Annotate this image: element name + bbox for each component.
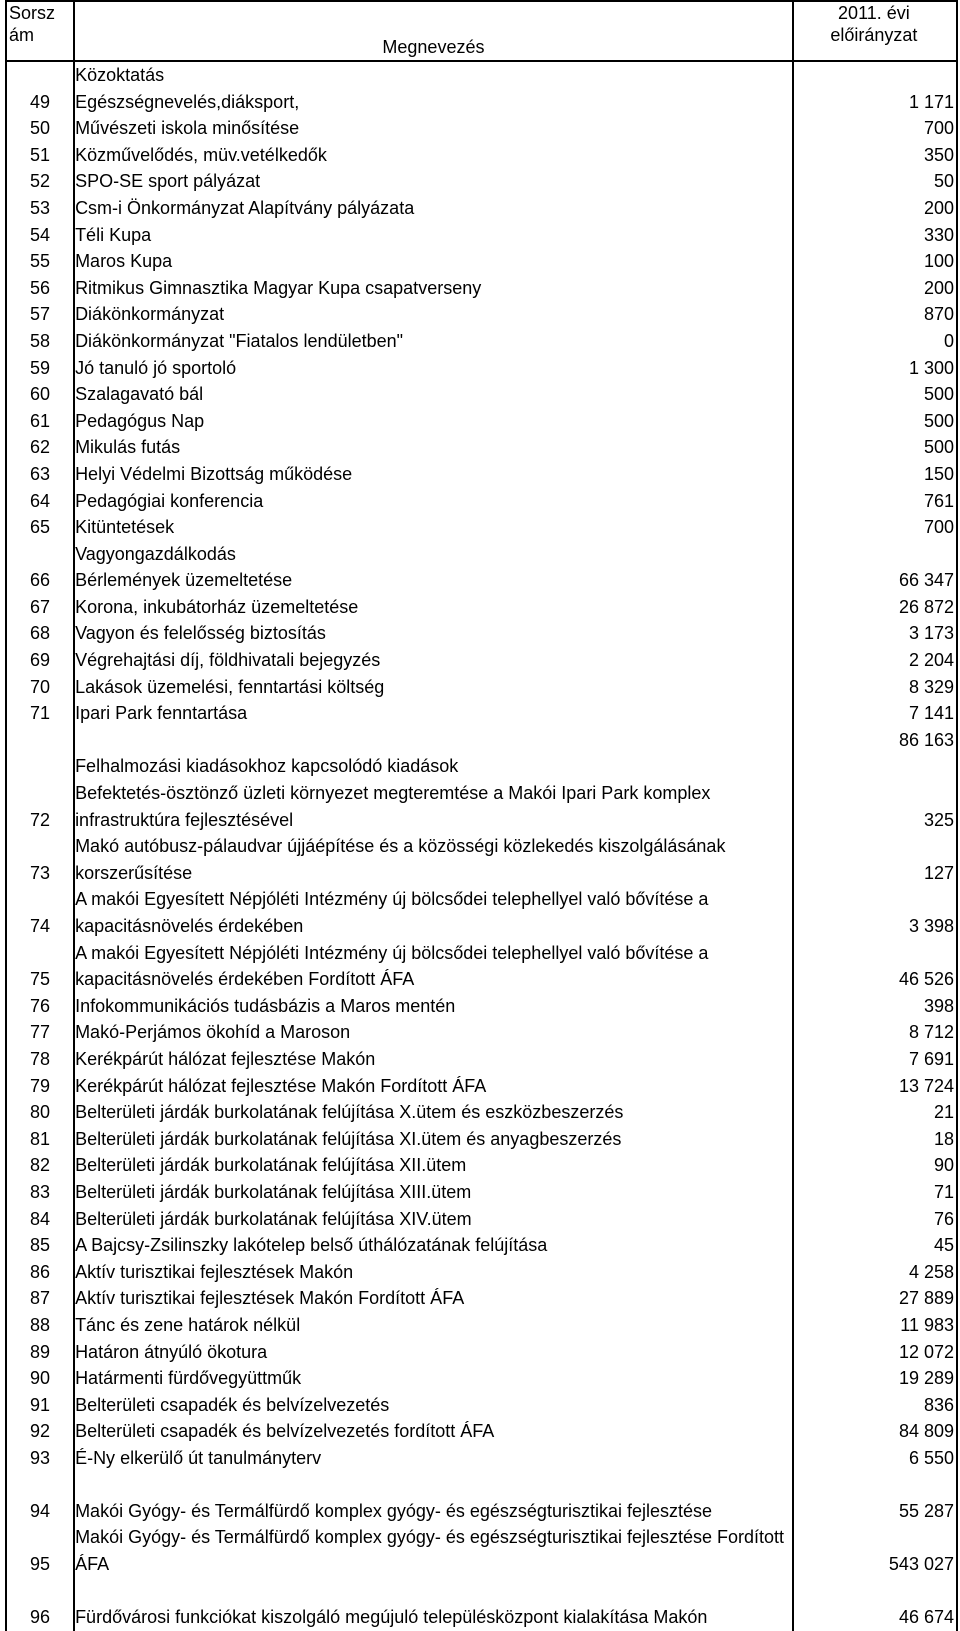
table-row [6,1578,957,1631]
table-row [6,195,957,222]
row-number: 62 [6,434,74,461]
row-name: A makói Egyesített Népjóléti Intézmény új bölcsődei telephellyel való bővítése a kapacitásnövelés érdekében [74,886,793,939]
row-name: Infokommunikációs tudásbázis a Maros mentén [74,993,793,1020]
row-name: A Bajcsy-Zsilinszky lakótelep belső úthálózatának felújítása [74,1232,793,1259]
row-amount: 398 [793,993,957,1020]
row-amount: 836 [793,1392,957,1419]
row-name: Pedagógiai konferencia [74,488,793,515]
row-number: 67 [6,594,74,621]
row-name: Diákönkormányzat [74,301,793,328]
row-amount: 6 550 [793,1445,957,1472]
row-amount: 100 [793,248,957,275]
row-number: 61 [6,408,74,435]
row-name: Belterületi járdák burkolatának felújítása XIII.ütem [74,1179,793,1206]
row-amount: 76 [793,1206,957,1233]
table-row [6,1445,957,1472]
row-number: 93 [6,1445,74,1472]
row-name: Belterületi járdák burkolatának felújítása XIV.ütem [74,1206,793,1233]
row-number: 89 [6,1339,74,1366]
row-number: 58 [6,328,74,355]
row-number: 95 [6,1524,74,1577]
row-name: Pedagógus Nap [74,408,793,435]
row-number: 85 [6,1232,74,1259]
row-number: 86 [6,1259,74,1286]
row-name: Kitüntetések [74,514,793,541]
header-amount-line2: előirányzat [830,25,918,45]
table-row [6,833,957,886]
row-number: 63 [6,461,74,488]
row-number: 54 [6,222,74,249]
row-amount: 325 [793,780,957,833]
row-number: 66 [6,567,74,594]
section-title: Vagyongazdálkodás [74,541,793,568]
section-title: Felhalmozási kiadásokhoz kapcsolódó kiadások [74,753,793,780]
row-name: Végrehajtási díj, földhivatali bejegyzés [74,647,793,674]
row-name: Kerékpárút hálózat fejlesztése Makón Fordított ÁFA [74,1073,793,1100]
row-name: SPO-SE sport pályázat [74,168,793,195]
row-name: Belterületi csapadék és belvízelvezetés fordított ÁFA [74,1418,793,1445]
row-number: 56 [6,275,74,302]
row-name: Makó-Perjámos ökohíd a Maroson [74,1019,793,1046]
table-row [6,940,957,993]
row-amount: 45 [793,1232,957,1259]
row-name: Közművelődés, müv.vetélkedők [74,142,793,169]
row-number: 51 [6,142,74,169]
row-amount: 71 [793,1179,957,1206]
row-number: 49 [6,89,74,116]
table-row [6,620,957,647]
row-number [6,753,74,780]
row-number: 73 [6,833,74,886]
row-name: Csm-i Önkormányzat Alapítvány pályázata [74,195,793,222]
row-amount: 50 [793,168,957,195]
row-amount: 55 287 [793,1471,957,1524]
table-row [6,168,957,195]
table-row [6,488,957,515]
table-row [6,993,957,1020]
table-row [6,1126,957,1153]
table-row [6,886,957,939]
table-row [6,275,957,302]
table-row [6,1339,957,1366]
subtotal-amount: 86 163 [793,727,957,754]
table-row [6,1152,957,1179]
table-row [6,1046,957,1073]
table-row [6,142,957,169]
table-row [6,301,957,328]
row-amount: 1 300 [793,355,957,382]
row-number: 88 [6,1312,74,1339]
row-amount: 12 072 [793,1339,957,1366]
row-number: 60 [6,381,74,408]
row-name: Befektetés-ösztönző üzleti környezet megteremtése a Makói Ipari Park komplex infrastruktúra fejlesztésével [74,780,793,833]
table-row [6,780,957,833]
row-name: Tánc és zene határok nélkül [74,1312,793,1339]
row-name: Művészeti iskola minősítése [74,115,793,142]
row-amount: 7 141 [793,700,957,727]
row-name: Belterületi járdák burkolatának felújítása X.ütem és eszközbeszerzés [74,1099,793,1126]
row-number: 68 [6,620,74,647]
row-number [6,61,74,89]
row-number: 65 [6,514,74,541]
row-amount: 150 [793,461,957,488]
row-amount: 127 [793,833,957,886]
header-amount-line1: 2011. évi [838,3,910,23]
row-amount: 26 872 [793,594,957,621]
row-name: A makói Egyesített Népjóléti Intézmény új bölcsődei telephellyel való bővítése a kapacitásnövelés érdekében Fordított ÁFA [74,940,793,993]
row-name: Mikulás futás [74,434,793,461]
row-amount: 870 [793,301,957,328]
row-number: 69 [6,647,74,674]
row-number: 77 [6,1019,74,1046]
row-number: 80 [6,1099,74,1126]
header-amount [793,1,957,61]
row-amount: 90 [793,1152,957,1179]
budget-table [5,0,958,1631]
row-amount: 18 [793,1126,957,1153]
row-amount: 761 [793,488,957,515]
row-number: 83 [6,1179,74,1206]
row-name: Makó autóbusz-pálaudvar újjáépítése és a közösségi közlekedés kiszolgálásának korszerűsítése [74,833,793,886]
row-amount: 0 [793,328,957,355]
section-row [6,753,957,780]
row-number: 57 [6,301,74,328]
table-row [6,567,957,594]
table-row [6,1285,957,1312]
table-row [6,1206,957,1233]
table-row [6,328,957,355]
table-row [6,381,957,408]
row-amount: 700 [793,115,957,142]
row-number: 72 [6,780,74,833]
row-amount: 66 347 [793,567,957,594]
row-amount: 27 889 [793,1285,957,1312]
row-amount: 2 204 [793,647,957,674]
table-row [6,89,957,116]
row-name: Ipari Park fenntartása [74,700,793,727]
row-number: 70 [6,674,74,701]
table-row [6,355,957,382]
row-name: Aktív turisztikai fejlesztések Makón [74,1259,793,1286]
row-number: 53 [6,195,74,222]
table-row [6,1073,957,1100]
row-number: 96 [6,1578,74,1631]
table-row [6,115,957,142]
header-name: Megnevezés [74,1,793,61]
row-amount: 350 [793,142,957,169]
row-amount: 500 [793,381,957,408]
table-row [6,434,957,461]
row-number: 79 [6,1073,74,1100]
row-number [6,727,74,754]
row-amount [793,753,957,780]
row-amount: 3 398 [793,886,957,939]
header-number-line1: Sorsz [9,3,56,23]
row-name: Makói Gyógy- és Termálfürdő komplex gyógy- és egészségturisztikai fejlesztése [74,1471,793,1524]
row-name [74,727,793,754]
table-row [6,647,957,674]
row-name: Lakások üzemelési, fenntartási költség [74,674,793,701]
row-name: Fürdővárosi funkciókat kiszolgáló megújuló településközpont kialakítása Makón [74,1578,793,1631]
row-amount: 200 [793,275,957,302]
table-row [6,1179,957,1206]
row-number [6,541,74,568]
row-name: Egészségnevelés,diáksport, [74,89,793,116]
row-number: 90 [6,1365,74,1392]
row-amount: 330 [793,222,957,249]
row-amount: 8 329 [793,674,957,701]
row-amount: 3 173 [793,620,957,647]
row-name: Makói Gyógy- és Termálfürdő komplex gyógy- és egészségturisztikai fejlesztése Fordított ÁFA [74,1524,793,1577]
row-number: 52 [6,168,74,195]
row-name: Vagyon és felelősség biztosítás [74,620,793,647]
table-row [6,1019,957,1046]
row-number: 64 [6,488,74,515]
row-number: 50 [6,115,74,142]
row-name: Szalagavató bál [74,381,793,408]
row-name: Diákönkormányzat "Fiatalos lendületben" [74,328,793,355]
row-amount [793,541,957,568]
row-amount: 200 [793,195,957,222]
table-row [6,1099,957,1126]
table-row [6,674,957,701]
section-title: Közoktatás [74,61,793,89]
row-number: 78 [6,1046,74,1073]
row-amount: 7 691 [793,1046,957,1073]
row-number: 87 [6,1285,74,1312]
header-number-line2: ám [9,25,35,45]
table-row [6,408,957,435]
row-name: Téli Kupa [74,222,793,249]
row-name: Korona, inkubátorház üzemeltetése [74,594,793,621]
row-amount: 500 [793,434,957,461]
row-name: Ritmikus Gimnasztika Magyar Kupa csapatverseny [74,275,793,302]
row-amount: 700 [793,514,957,541]
section-row [6,61,957,89]
row-amount: 19 289 [793,1365,957,1392]
row-amount: 11 983 [793,1312,957,1339]
table-row [6,1392,957,1419]
row-name: É-Ny elkerülő út tanulmányterv [74,1445,793,1472]
row-amount: 21 [793,1099,957,1126]
row-number: 82 [6,1152,74,1179]
table-row [6,1232,957,1259]
row-name: Belterületi járdák burkolatának felújítása XI.ütem és anyagbeszerzés [74,1126,793,1153]
table-row [6,1365,957,1392]
row-amount: 13 724 [793,1073,957,1100]
row-name: Bérlemények üzemeltetése [74,567,793,594]
subtotal-row [6,727,957,754]
header-row [6,1,957,61]
row-number: 55 [6,248,74,275]
row-amount: 1 171 [793,89,957,116]
table-row [6,1524,957,1577]
table-row [6,222,957,249]
section-row [6,541,957,568]
row-name: Belterületi járdák burkolatának felújítása XII.ütem [74,1152,793,1179]
table-row [6,248,957,275]
row-name: Belterületi csapadék és belvízelvezetés [74,1392,793,1419]
table-row [6,1312,957,1339]
row-number: 59 [6,355,74,382]
row-amount: 543 027 [793,1524,957,1577]
row-number: 84 [6,1206,74,1233]
row-number: 92 [6,1418,74,1445]
row-name: Kerékpárút hálózat fejlesztése Makón [74,1046,793,1073]
table-row [6,514,957,541]
table-row [6,594,957,621]
row-number: 75 [6,940,74,993]
row-number: 94 [6,1471,74,1524]
table-row [6,1259,957,1286]
row-number: 71 [6,700,74,727]
table-row [6,461,957,488]
table-row [6,1471,957,1524]
row-number: 76 [6,993,74,1020]
row-number: 74 [6,886,74,939]
row-amount: 46 526 [793,940,957,993]
row-amount: 46 674 [793,1578,957,1631]
row-name: Maros Kupa [74,248,793,275]
table-row [6,1418,957,1445]
row-amount [793,61,957,89]
row-name: Aktív turisztikai fejlesztések Makón Fordított ÁFA [74,1285,793,1312]
row-name: Helyi Védelmi Bizottság működése [74,461,793,488]
row-name: Jó tanuló jó sportoló [74,355,793,382]
row-amount: 8 712 [793,1019,957,1046]
row-number: 91 [6,1392,74,1419]
row-name: Határmenti fürdővegyüttműk [74,1365,793,1392]
row-name: Határon átnyúló ökotura [74,1339,793,1366]
header-number [6,1,74,61]
row-amount: 84 809 [793,1418,957,1445]
row-amount: 4 258 [793,1259,957,1286]
table-row [6,700,957,727]
row-amount: 500 [793,408,957,435]
row-number: 81 [6,1126,74,1153]
